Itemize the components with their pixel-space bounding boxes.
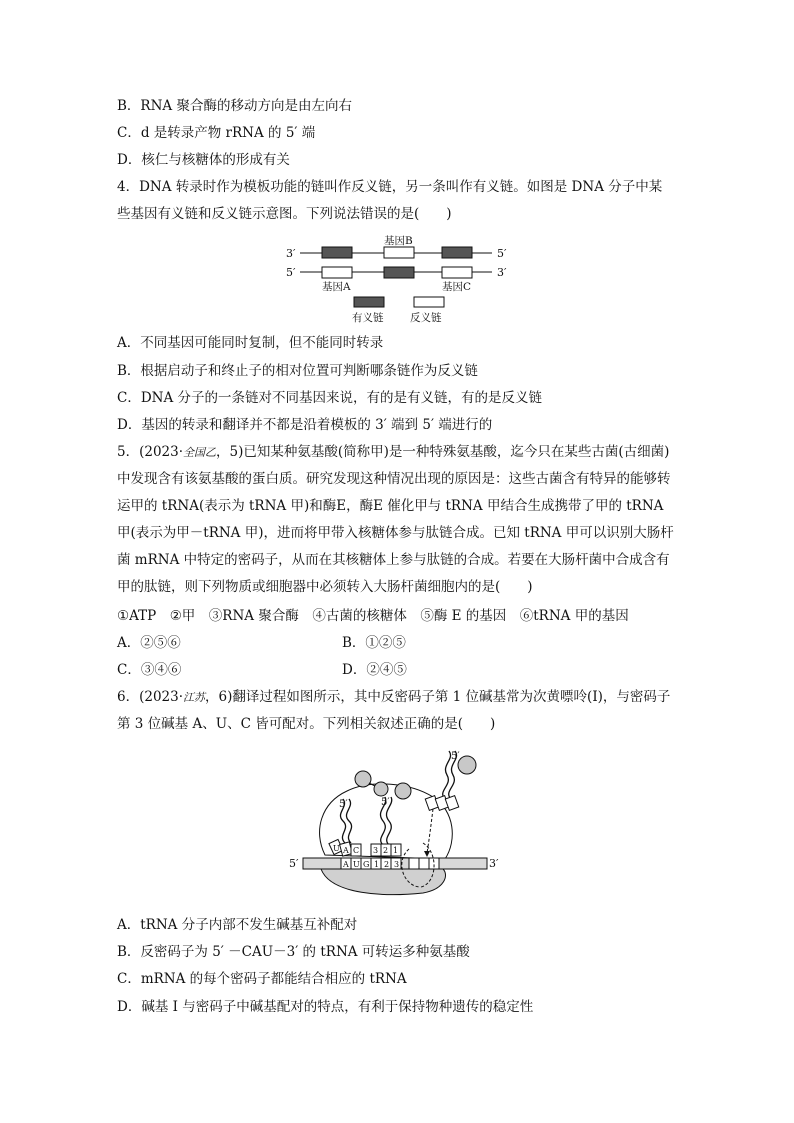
- q4-option-c: C．DNA 分子的一条链对不同基因来说，有的是有义链，有的是反义链: [117, 390, 543, 406]
- anticodon-num-2: 2: [383, 846, 389, 855]
- q6-option-a: A．tRNA 分子内部不发生碱基互补配对: [117, 917, 358, 933]
- gene-b-sense-box: [384, 267, 414, 278]
- mrna-5prime-label: 5′: [289, 857, 299, 870]
- q3-option-b: B．RNA 聚合酶的移动方向是由左向右: [117, 98, 352, 114]
- legend-antisense-swatch: [414, 297, 444, 307]
- legend-sense-label: 有义链: [352, 312, 384, 324]
- trna1-5prime-label: 5′: [339, 799, 348, 810]
- q5-option-c: C．③④⑥: [117, 662, 182, 678]
- gene-a-label: 基因A: [322, 281, 351, 293]
- gene-b-label: 基因B: [384, 235, 413, 247]
- legend-sense-swatch: [354, 297, 384, 307]
- ribosome-small-subunit: [321, 869, 446, 895]
- top-strand-3prime: 3′: [286, 247, 296, 260]
- amino-acid-ball-3: [395, 783, 411, 799]
- bottom-strand-5prime: 5′: [286, 266, 296, 279]
- anticodon-num-1: 3: [373, 846, 379, 855]
- codon-base-1: A: [343, 860, 349, 869]
- q4-option-b: B．根据启动子和终止子的相对位置可判断哪条链作为反义链: [117, 363, 478, 379]
- codon-base-3: G: [363, 860, 370, 869]
- gene-strand-diagram: [280, 232, 520, 327]
- mrna-3prime-label: 3′: [489, 857, 499, 870]
- legend-antisense-label: 反义链: [410, 312, 442, 324]
- anticodon-base-3: C: [353, 846, 360, 855]
- q6-source: 江苏: [183, 691, 206, 704]
- codon-num-3: 3: [394, 860, 400, 869]
- q6-option-b: B．反密码子为 5′ －CAU－3′ 的 tRNA 可转运多种氨基酸: [117, 944, 470, 960]
- q5-stem: 5．(2023·全国乙，5)已知某种氨基酸(简称甲)是一种特殊氨基酸，迄今只在某些古菌(古细菌)中发现含有该氨基酸的蛋白质。研究发现这种情况出现的原因是：这些古菌含有特异的能够转运甲的 tRNA(表示为 tRNA 甲)和酶E，酶E 催化甲与 tRNA 甲结合生成携带了甲的 tRNA 甲(表示为甲－tRNA 甲)，进而将甲带入核糖体参与肽链合成。已知 tRNA 甲可以识别大肠杆菌 mRNA 中特定的密码子，从而在其核糖体上参与肽链的合成。若要在大肠杆菌中合成含有甲的肽链，则下列物质或细胞器中必须转入大肠杆菌细胞内的是( ): [117, 444, 674, 595]
- translation-diagram: [285, 745, 505, 900]
- trna2-5prime-label: 5′: [381, 797, 390, 808]
- q6-stem: 6．(2023·江苏，6)翻译过程如图所示，其中反密码子第 1 位碱基常为次黄嘌呤(I)，与密码子第 3 位碱基 A、U、C 皆可配对。下列相关叙述正确的是( ): [117, 689, 671, 732]
- gene-c-sense-box: [442, 247, 472, 258]
- codon-num-1: 1: [374, 860, 380, 869]
- gene-a-sense-box: [322, 247, 352, 258]
- gene-c-label: 基因C: [442, 281, 472, 293]
- q5-option-d: D．②④⑤: [342, 662, 407, 678]
- q5-source: 全国乙: [183, 446, 217, 459]
- anticodon-base-1: U: [333, 844, 340, 853]
- codon-num-2: 2: [384, 860, 390, 869]
- bottom-strand-3prime: 3′: [497, 266, 507, 279]
- q5-option-a: A．②⑤⑥: [117, 635, 181, 651]
- q5-items: ①ATP ②甲 ③RNA 聚合酶 ④古菌的核糖体 ⑤酶 E 的基因 ⑥tRNA 甲的基因: [117, 608, 629, 624]
- q4-stem-line1: 4．DNA 转录时作为模板功能的链叫作反义链，另一条叫作有义链。如图是 DNA 分子中某: [117, 179, 663, 195]
- q4-option-a: A．不同基因可能同时复制，但不能同时转录: [117, 335, 384, 351]
- q6-option-c: C．mRNA 的每个密码子都能结合相应的 tRNA: [117, 971, 407, 987]
- codon-base-2: U: [353, 860, 360, 869]
- q6-option-d: D．碱基 I 与密码子中碱基配对的特点，有利于保持物种遗传的稳定性: [117, 999, 534, 1015]
- amino-acid-ball-2: [374, 782, 388, 796]
- anticodon-num-3: 1: [393, 846, 399, 855]
- top-strand-5prime: 5′: [497, 247, 507, 260]
- q4-option-d: D．基因的转录和翻译并不都是沿着模板的 3′ 端到 5′ 端进行的: [117, 417, 493, 433]
- q5-option-b: B．①②⑤: [342, 635, 406, 651]
- q4-stem-line2: 些基因有义链和反义链示意图。下列说法错误的是( ): [117, 206, 452, 222]
- incoming-amino-acid-ball: [458, 756, 476, 774]
- amino-acid-ball-1: [355, 771, 371, 787]
- gene-b-antisense-box: [384, 247, 414, 258]
- q3-option-d: D．核仁与核糖体的形成有关: [117, 152, 290, 168]
- trna3-5prime-label: 5′: [451, 751, 460, 762]
- gene-c-antisense-box: [442, 267, 472, 278]
- anticodon-base-2: A: [343, 846, 349, 855]
- q3-option-c: C．d 是转录产物 rRNA 的 5′ 端: [117, 125, 316, 141]
- gene-a-antisense-box: [322, 267, 352, 278]
